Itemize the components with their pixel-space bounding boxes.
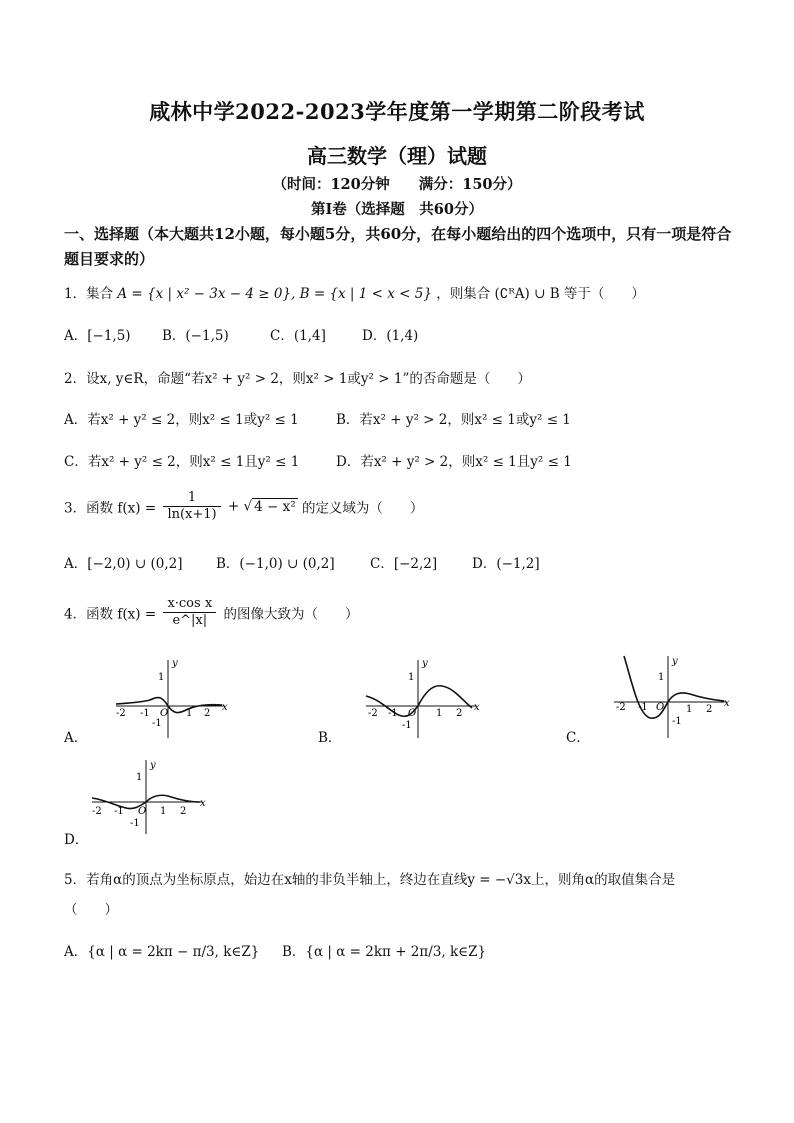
svg-text:-2: -2: [92, 806, 102, 817]
svg-text:-2: -2: [116, 708, 126, 719]
svg-text:-1: -1: [140, 708, 150, 719]
svg-text:2: 2: [456, 708, 463, 719]
svg-text:x: x: [724, 698, 730, 709]
q1-tail: ，则集合 (∁ᴿA) ∪ B 等于（ ）: [436, 286, 645, 302]
svg-text:1: 1: [158, 672, 165, 683]
svg-text:-1: -1: [114, 806, 124, 817]
q1-num: 1．集合: [64, 286, 114, 302]
svg-text:1: 1: [408, 672, 415, 683]
q4-tail: 的图像大致为（ ）: [223, 606, 359, 623]
svg-text:1: 1: [160, 806, 167, 817]
q4-option-b[interactable]: B．: [318, 730, 342, 746]
volume-label: 第Ⅰ卷（选择题 共60分）: [311, 201, 483, 218]
q1-option-d[interactable]: D．(1,4): [362, 328, 419, 344]
q5-option-b[interactable]: B．{α | α = 2kπ + 2π/3, k∈Z}: [282, 944, 487, 960]
q3-option-d[interactable]: D．(−1,2]: [472, 556, 540, 572]
time-score-info: （时间：120分钟 满分：150分）: [272, 176, 522, 193]
svg-text:1: 1: [686, 704, 693, 715]
q2-option-a[interactable]: A．若x² + y² ≤ 2，则x² ≤ 1或y² ≤ 1: [64, 412, 299, 428]
svg-text:O: O: [138, 806, 147, 817]
section-heading: 一、选择题（本大题共12小题，每小题5分，共60分，在每小题给出的四个选项中，只有一项是符合题目要求的）: [64, 225, 732, 268]
svg-text:-1: -1: [638, 702, 648, 713]
q3-sqrt: 4 − x²: [254, 498, 296, 515]
svg-text:1: 1: [658, 672, 665, 683]
q4-option-c[interactable]: C．: [566, 730, 590, 746]
svg-text:O: O: [408, 708, 417, 719]
exam-title: 咸林中学2022-2023学年度第一学期第二阶段考试: [149, 99, 645, 124]
q3-fraction: [163, 490, 220, 523]
q4-graph-a[interactable]: [112, 656, 232, 746]
svg-text:-2: -2: [368, 708, 378, 719]
q1-sets: A = {x | x² − 3x − 4 ≥ 0}, B = {x | 1 < x < 5}: [117, 286, 432, 302]
q1-option-a[interactable]: A．[−1,5): [64, 328, 131, 344]
q2-option-c[interactable]: C．若x² + y² ≤ 2，则x² ≤ 1且y² ≤ 1: [64, 454, 300, 470]
q3-option-c[interactable]: C．[−2,2]: [370, 556, 438, 572]
q3-prefix: 3．函数 f(x) =: [64, 500, 157, 517]
svg-text:1: 1: [136, 772, 143, 783]
svg-text:-1: -1: [672, 716, 682, 727]
q4-graph-c[interactable]: [610, 652, 734, 746]
q4-option-d[interactable]: D．: [64, 832, 89, 848]
svg-text:O: O: [656, 702, 665, 713]
q2-option-b[interactable]: B．若x² + y² > 2，则x² ≤ 1或y² ≤ 1: [336, 412, 571, 428]
q3-plus: +: [227, 498, 240, 515]
q4-prefix: 4．函数 f(x) =: [64, 606, 157, 623]
svg-text:y: y: [172, 658, 178, 669]
q4-numerator: x·cos x: [163, 596, 216, 613]
svg-text:-2: -2: [616, 702, 626, 713]
q4-option-a[interactable]: A．: [64, 730, 88, 746]
q3-denominator: ln(x+1): [167, 507, 217, 522]
svg-text:2: 2: [204, 708, 211, 719]
q4-denominator: e^|x|: [172, 613, 208, 628]
exam-subtitle: 高三数学（理）试题: [307, 144, 487, 168]
svg-text:2: 2: [180, 806, 187, 817]
svg-text:1: 1: [436, 708, 443, 719]
q4-fraction: [163, 596, 216, 629]
question-3: 3．函数 f(x) = $\frac{1}{\ln(x+1)}$ + √ 4 − x² 的定义域为（ ）: [64, 490, 424, 522]
svg-text:x: x: [474, 702, 480, 713]
svg-text:2: 2: [706, 704, 713, 715]
q3-numerator: 1: [163, 490, 220, 507]
q3-tail: 的定义域为（ ）: [301, 500, 424, 517]
svg-text:-1: -1: [130, 818, 140, 829]
q4-graph-b[interactable]: [362, 656, 484, 746]
question-2: 2．设x, y∈R，命题“若x² + y² > 2，则x² > 1或y² > 1”的否命题是（ ）: [64, 371, 531, 387]
svg-text:-1: -1: [152, 718, 162, 729]
q1-option-c[interactable]: C．(1,4]: [270, 328, 326, 344]
question-5: 5．若角α的顶点为坐标原点，始边在x轴的非负半轴上，终边在直线y = −√3x上，则角α的取值集合是: [64, 872, 676, 888]
q5-option-a[interactable]: A．{α | α = 2kπ − π/3, k∈Z}: [64, 944, 260, 960]
svg-text:O: O: [160, 708, 169, 719]
svg-text:-1: -1: [402, 720, 412, 731]
svg-text:1: 1: [186, 708, 193, 719]
svg-text:y: y: [672, 656, 678, 667]
question-1: [64, 282, 645, 302]
svg-text:-1: -1: [388, 708, 398, 719]
q1-option-b[interactable]: B．(−1,5): [162, 328, 229, 344]
q2-option-d[interactable]: D．若x² + y² > 2，则x² ≤ 1且y² ≤ 1: [336, 454, 572, 470]
q5-answer-paren: （ ）: [64, 902, 118, 918]
question-4: [64, 596, 358, 629]
svg-text:x: x: [222, 702, 228, 713]
svg-text:y: y: [422, 658, 428, 669]
q4-graph-d[interactable]: [88, 756, 208, 840]
q3-option-b[interactable]: B．(−1,0) ∪ (0,2]: [216, 556, 335, 572]
svg-text:x: x: [200, 798, 206, 809]
svg-text:y: y: [150, 760, 156, 771]
q3-option-a[interactable]: A．[−2,0) ∪ (0,2]: [64, 556, 183, 572]
